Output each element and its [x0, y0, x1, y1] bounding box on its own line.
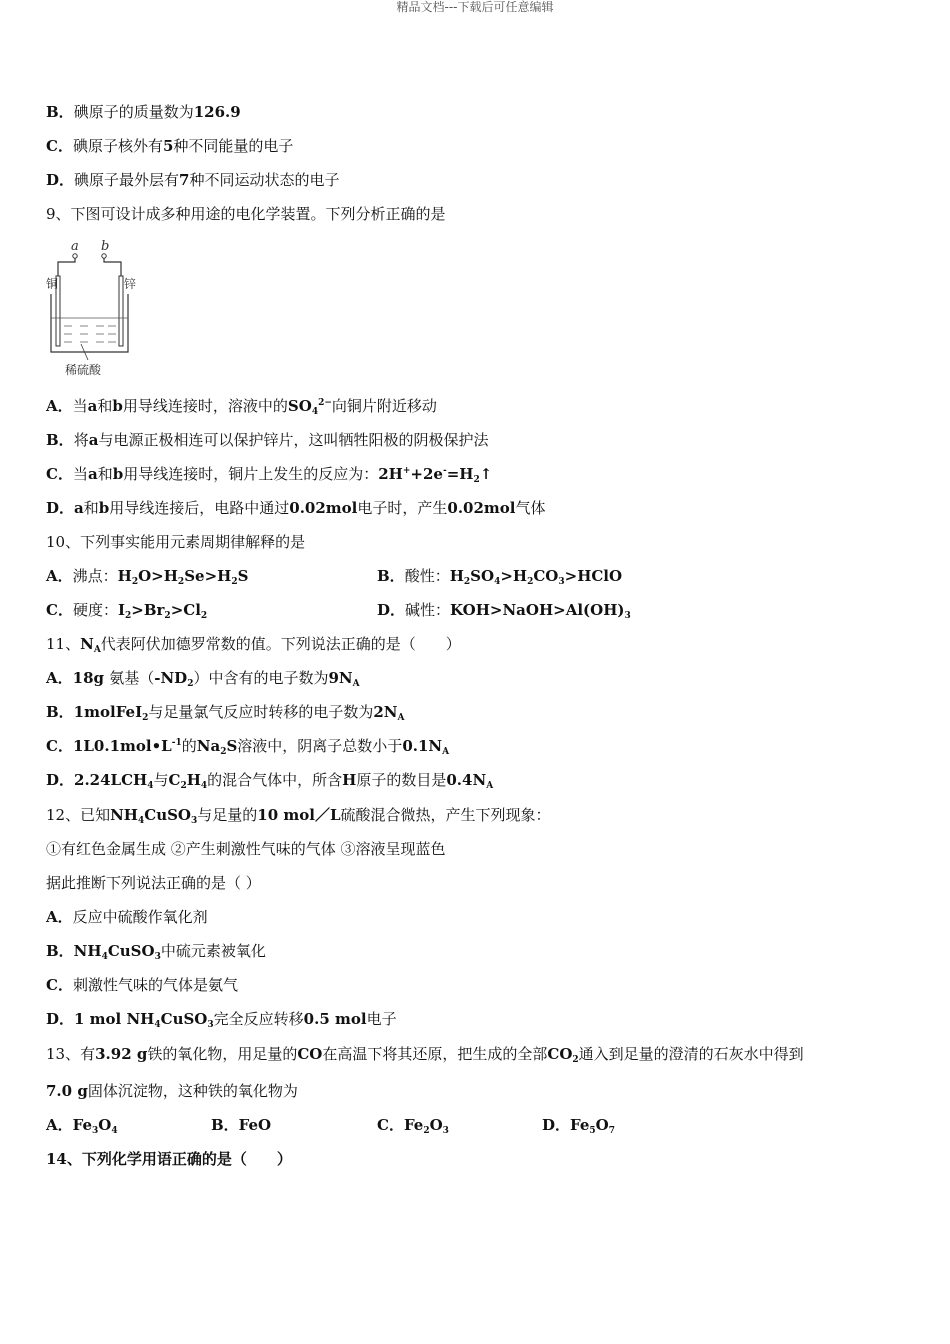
q10-stem: 10、下列事实能用元素周期律解释的是 — [46, 533, 306, 551]
q10-option-c: C．硬度：$I_2>Br_2>Cl_2$ — [46, 601, 208, 621]
q9-option-a: A．当a和b用导线连接时，溶液中的$SO_4^{2-}$向铜片附近移动 — [46, 397, 437, 417]
q10-option-b: B．酸性：$H_2SO_4>H_2CO_3>HClO$ — [377, 567, 623, 587]
page-header: 精品文档---下载后可任意编辑 — [396, 0, 554, 14]
q12-phenomena: ①有红色金属生成 ②产生刺激性气味的气体 ③溶液呈现蓝色 — [46, 840, 446, 858]
q9-stem: 9、下图可设计成多种用途的电化学装置。下列分析正确的是 — [46, 205, 446, 223]
q13-stem-line2: 7.0 g固体沉淀物，这种铁的氧化物为 — [46, 1082, 298, 1100]
q12-option-a: A．反应中硫酸作氧化剂 — [46, 908, 208, 926]
q13-stem-line1: 13、有3.92 g铁的氧化物，用足量的CO在高温下将其还原，把生成的全部$CO_2$通入到足量的澄清的石灰水中得到 — [46, 1045, 804, 1065]
q12-option-c: C．刺激性气味的气体是氨气 — [46, 976, 238, 994]
q12-stem: 12、已知$NH_4CuSO_3$与足量的10 mol／L硫酸混合微热，产生下列现象： — [46, 806, 551, 826]
q13-option-d: D．$Fe_5O_7$ — [542, 1116, 615, 1136]
terminal-b-label: b — [101, 239, 110, 254]
beaker — [51, 294, 128, 352]
q11-option-b: B．1molFeI$_2$与足量氯气反应时转移的电子数为$2N_A$ — [46, 703, 405, 723]
zinc-electrode — [119, 276, 123, 346]
q13-option-b: B．FeO — [211, 1116, 272, 1134]
q10-option-d: D．碱性：$KOH>NaOH>Al(OH)_3$ — [377, 601, 631, 621]
copper-label: 铜 — [46, 277, 59, 291]
q12-option-b: B．$NH_4CuSO_3$中硫元素被氧化 — [46, 942, 266, 962]
dilute-sulfuric-acid-label: 稀硫酸 — [65, 363, 102, 377]
zinc-label: 锌 — [124, 277, 136, 291]
q10-option-a: A．沸点：$H_2O>H_2Se>H_2S$ — [46, 567, 249, 587]
q11-option-a: A．18g 氨基$(-ND_2)$中含有的电子数为$9N_A$ — [46, 669, 360, 689]
q8-option-c: C．碘原子核外有5种不同能量的电子 — [46, 137, 294, 155]
q11-option-d: D．$2.24LCH_4$与$C_2H_4$的混合气体中，所含H原子的数目是$0.4N_A$ — [46, 771, 494, 791]
q8-option-b: B．碘原子的质量数为126.9 — [46, 103, 241, 121]
electrochemical-cell-figure — [46, 236, 136, 382]
q9-option-c: C．当a和b用导线连接时，铜片上发生的反应为：$2H^++2e^-=H_2↑$ — [46, 465, 493, 485]
q9-option-d: D．a和b用导线连接后，电路中通过0.02mol电子时，产生0.02mol气体 — [46, 499, 546, 517]
q12-ask: 据此推断下列说法正确的是（ ） — [46, 874, 261, 892]
q8-option-d: D．碘原子最外层有7种不同运动状态的电子 — [46, 171, 340, 189]
q9-option-b: B．将a与电源正极相连可以保护锌片，这叫牺牲阳极的阴极保护法 — [46, 431, 489, 449]
q11-option-c: C．$1L0.1mol•L^{-1}$的$Na_2S$溶液中，阴离子总数小于$0.1N_A$ — [46, 737, 450, 757]
q13-option-c: C．$Fe_2O_3$ — [377, 1116, 449, 1136]
q12-option-d: D．1 mol $NH_4CuSO_3$完全反应转移0.5 mol电子 — [46, 1010, 397, 1030]
q13-option-a: A．$Fe_3O_4$ — [46, 1116, 118, 1136]
q14-stem: 14、下列化学用语正确的是（ ） — [46, 1150, 292, 1168]
terminal-a-label: a — [71, 239, 79, 254]
q11-stem: 11、$N_A$代表阿伏加德罗常数的值。下列说法正确的是（ ） — [46, 635, 461, 655]
